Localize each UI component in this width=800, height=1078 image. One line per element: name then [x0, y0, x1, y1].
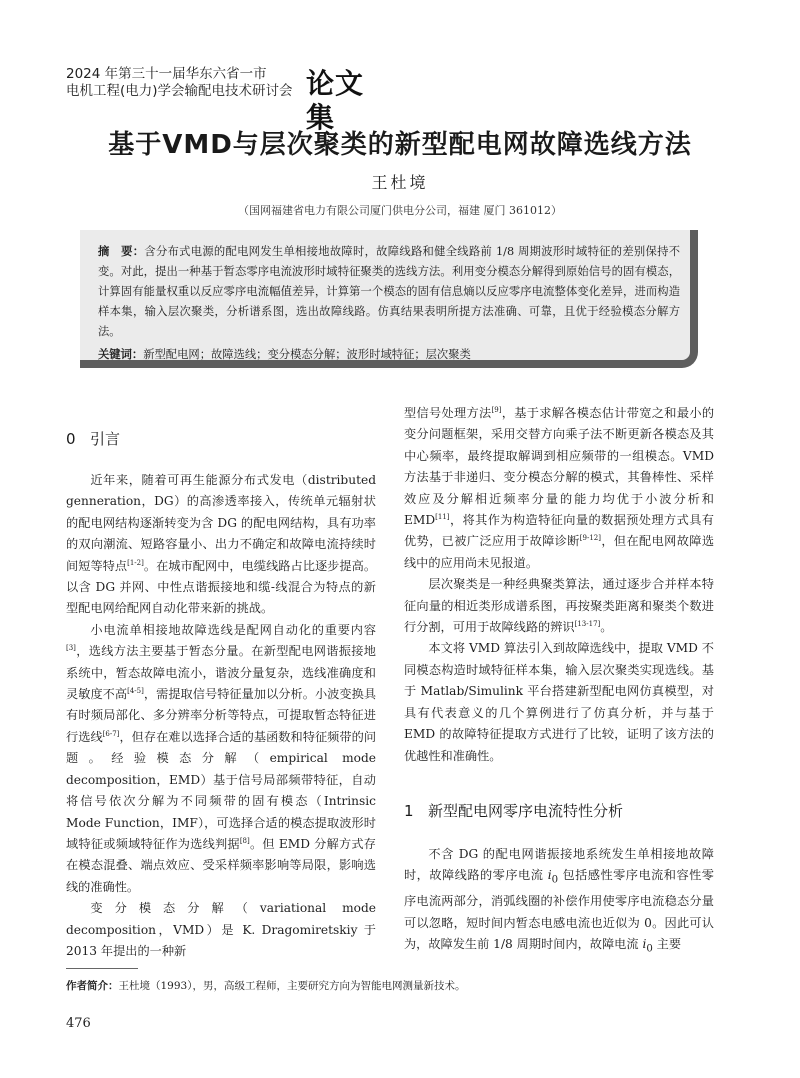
section-title: 新型配电网零序电流特性分析: [428, 802, 624, 820]
footnote-label: 作者简介：: [66, 980, 119, 992]
paragraph: 小电流单相接地故障选线是配网自动化的重要内容[3]，选线方法主要基于暂态分量。在新型配电网谐振接地系统中，暂态故障电流小，谐波分量复杂，选线准确度和灵敏度不高[4-5]，需提取信号特征量加以分析。小波变换具有时频局部化、多分辨率分析等特点，可提取暂态特征进行选线[6-7]，但存在难以选择合适的基函数和特征频带的问题。经验模态分解（empirical mode decomposition，EMD）基于信号局部频带特征，自动将信号依次分解为不同频带的固有模态（Intrinsic Mode Function，IMF），可选择合适的模态提取波形时域特征或频域特征作为选线判据[8]。但 EMD 分解方式存在模态混叠、端点效应、受采样频率影响等局限，影响选线的准确性。: [66, 622, 377, 894]
right-column-section-1: [404, 844, 714, 960]
citation: [9-12]: [579, 534, 601, 543]
paper-title: 基于VMD与层次聚类的新型配电网故障选线方法: [108, 130, 692, 160]
citation: [13-17]: [574, 620, 601, 628]
section-heading-intro: [66, 428, 120, 449]
section-number: 0: [66, 430, 76, 448]
citation: [4-5]: [127, 687, 144, 695]
proceedings-header: [66, 66, 386, 134]
citation: [1-2]: [127, 558, 144, 567]
header-line-2: 电机工程(电力)学会输配电技术研讨会: [66, 83, 293, 99]
keywords-body: 新型配电网；故障选线；变分模态分解；波形时域特征；层次聚类: [143, 348, 471, 361]
section-heading-1: [404, 800, 623, 821]
section-title: 引言: [90, 430, 121, 448]
paragraph: 层次聚类是一种经典聚类算法，通过逐步合并样本特征向量的相近类形成谱系图，再按聚类距离和聚类个数进行分割，可用于故障线路的辨识[13-17]。: [404, 577, 714, 635]
keywords-label: 关键词：: [98, 348, 144, 361]
abstract-body: 含分布式电源的配电网发生单相接地故障时，故障线路和健全线路前 1/8 周期波形时域特征的差别保持不变。对此，提出一种基于暂态零序电流波形时域特征聚类的选线方法。利用变分模态分解得到原始信号的固有模态，计算固有能量权重以反应零序电流幅值差异，计算第一个模态的固有信息熵以反应零序电流整体变化差异，进而构造样本集，输入层次聚类，分析谱系图，选出故障线路。仿真结果表明所提方法准确、可靠，且优于经验模态分解方法。: [98, 245, 680, 338]
header-badge: 论文集: [306, 67, 365, 134]
header-lines: [66, 66, 293, 100]
citation: [9]: [491, 405, 502, 414]
citation: [11]: [435, 512, 450, 521]
page-number: 476: [66, 1016, 91, 1031]
abstract: [98, 242, 680, 342]
citation: [3]: [66, 644, 76, 653]
author-footnote: [66, 978, 726, 993]
paragraph: 变分模态分解（variational mode decomposition，VMD）是 K. Dragomiretskiy 于 2013 年提出的一种新: [66, 901, 376, 958]
paragraph: 型信号处理方法[9]，基于求解各模态估计带宽之和最小的变分问题框架，采用交替方向乘子法不断更新各模态及其中心频率，最终提取解调到相应频带的一组模态。VMD 方法基于非递归、变分模态分解的模式，其鲁棒性、采样效应及分解相近频率分量的能力均优于小波分析和 EMD[11]，将其作为构造特征向量的数据预处理方式具有优势，已被广泛应用于故障诊断[9-12]，但在配电网故障选线中的应用尚未见报道。: [404, 405, 715, 570]
subscript: 0: [646, 943, 653, 955]
left-column: [66, 470, 376, 962]
right-column: [404, 403, 714, 767]
citation: [6-7]: [102, 729, 120, 738]
subscript: 0: [551, 874, 559, 886]
variable-i: i: [642, 937, 647, 952]
citation: [8]: [239, 836, 250, 845]
footnote-divider: [66, 968, 138, 969]
paragraph: 不含 DG 的配电网谐振接地系统发生单相接地故障时，故障线路的零序电流 $i_0$ 包括感性零序电流和容性零序电流两部分，消弧线圈的补偿作用使零序电流稳态分量可以忽略，短时间内暂态电感电流也近似为 0。因此可认为，故障发生前 1/8 周期时间内，故障电流 $i_0$ 主要: [404, 847, 714, 955]
author-affiliation: （国网福建省电力有限公司厦门供电分公司，福建 厦门 361012）: [238, 204, 562, 217]
section-number: 1: [404, 802, 414, 820]
abstract-label: 摘 要：: [98, 245, 145, 258]
variable-i: i: [547, 868, 552, 883]
paragraph: 近年来，随着可再生能源分布式发电（distributed genneration，DG）的高渗透率接入，传统单元辐射状的配电网结构逐渐转变为含 DG 的配电网结构，具有功率的双向潮流、短路容量小、出力不确定和故障电流持续时间短等特点[1-2]。在城市配网中，电缆线路占比逐步提高。以含 DG 并网、中性点谐振接地和缆-线混合为特点的新型配电网给配网自动化带来新的挑战。: [66, 473, 377, 616]
footnote-text: 王杜境（1993），男，高级工程师，主要研究方向为智能电网测量新技术。: [118, 980, 466, 992]
keywords: [98, 345, 680, 365]
paragraph: 本文将 VMD 算法引入到故障选线中，提取 VMD 不同模态构造时域特征样本集，输入层次聚类实现选线。基于 Matlab/Simulink 平台搭建新型配电网仿真模型，对具有代表意义的几个算例进行了仿真分析，并与基于 EMD 的故障特征提取方式进行了比较，证明了该方法的优越性和准确性。: [404, 641, 714, 763]
paper-author: 王杜境: [371, 173, 429, 192]
header-line-1: 2024 年第三十一届华东六省一市: [66, 66, 267, 82]
